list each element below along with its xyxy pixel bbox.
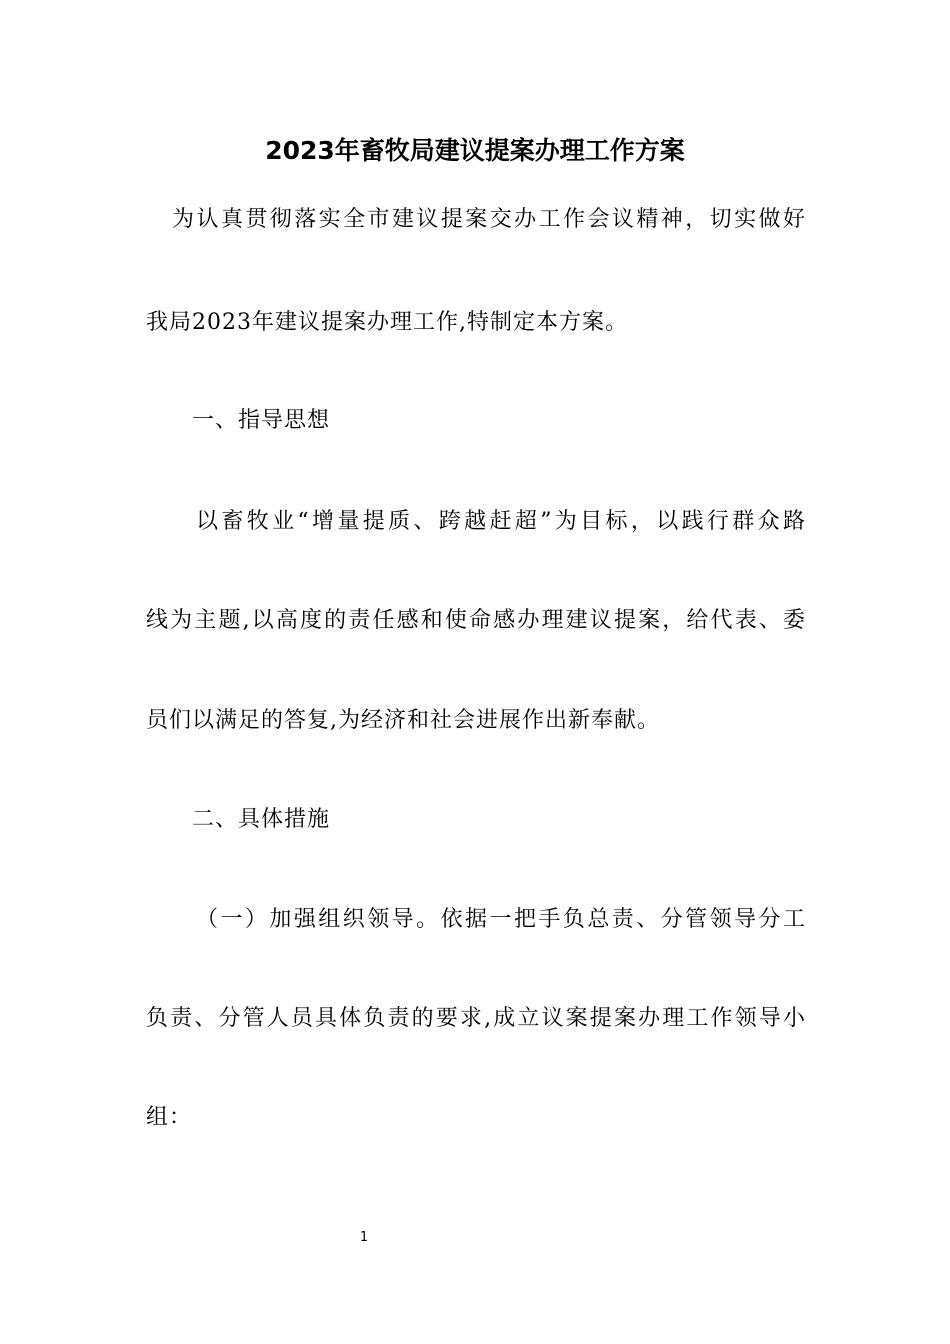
paragraph-2-line-1: 以畜牧业“增量提质、跨越赶超”为目标，以践行群众路: [196, 509, 806, 534]
paragraph-3-line-2: 负责、分管人员具体负责的要求,成立议案提案办理工作领导小: [146, 1006, 806, 1031]
document-title: 2023年畜牧局建议提案办理工作方案: [265, 136, 685, 165]
paragraph-2-line-3: 员们以满足的答复,为经济和社会进展作出新奉献。: [146, 708, 660, 733]
paragraph-3-line-3: 组：: [146, 1105, 193, 1130]
section-heading-guiding-ideology: 一、指导思想: [192, 408, 331, 433]
paragraph-2-line-2: 线为主题,以高度的责任感和使命感办理建议提案，给代表、委: [146, 608, 806, 633]
paragraph-1-line-2: 我局2023年建议提案办理工作,特制定本方案。: [146, 310, 628, 335]
section-heading-specific-measures: 二、具体措施: [192, 807, 331, 832]
page-number: 1: [359, 1230, 369, 1245]
paragraph-3-line-1: （一）加强组织领导。依据一把手负总责、分管领导分工: [196, 907, 806, 932]
paragraph-1-line-1: 为认真贯彻落实全市建议提案交办工作会议精神，切实做好: [172, 207, 806, 232]
